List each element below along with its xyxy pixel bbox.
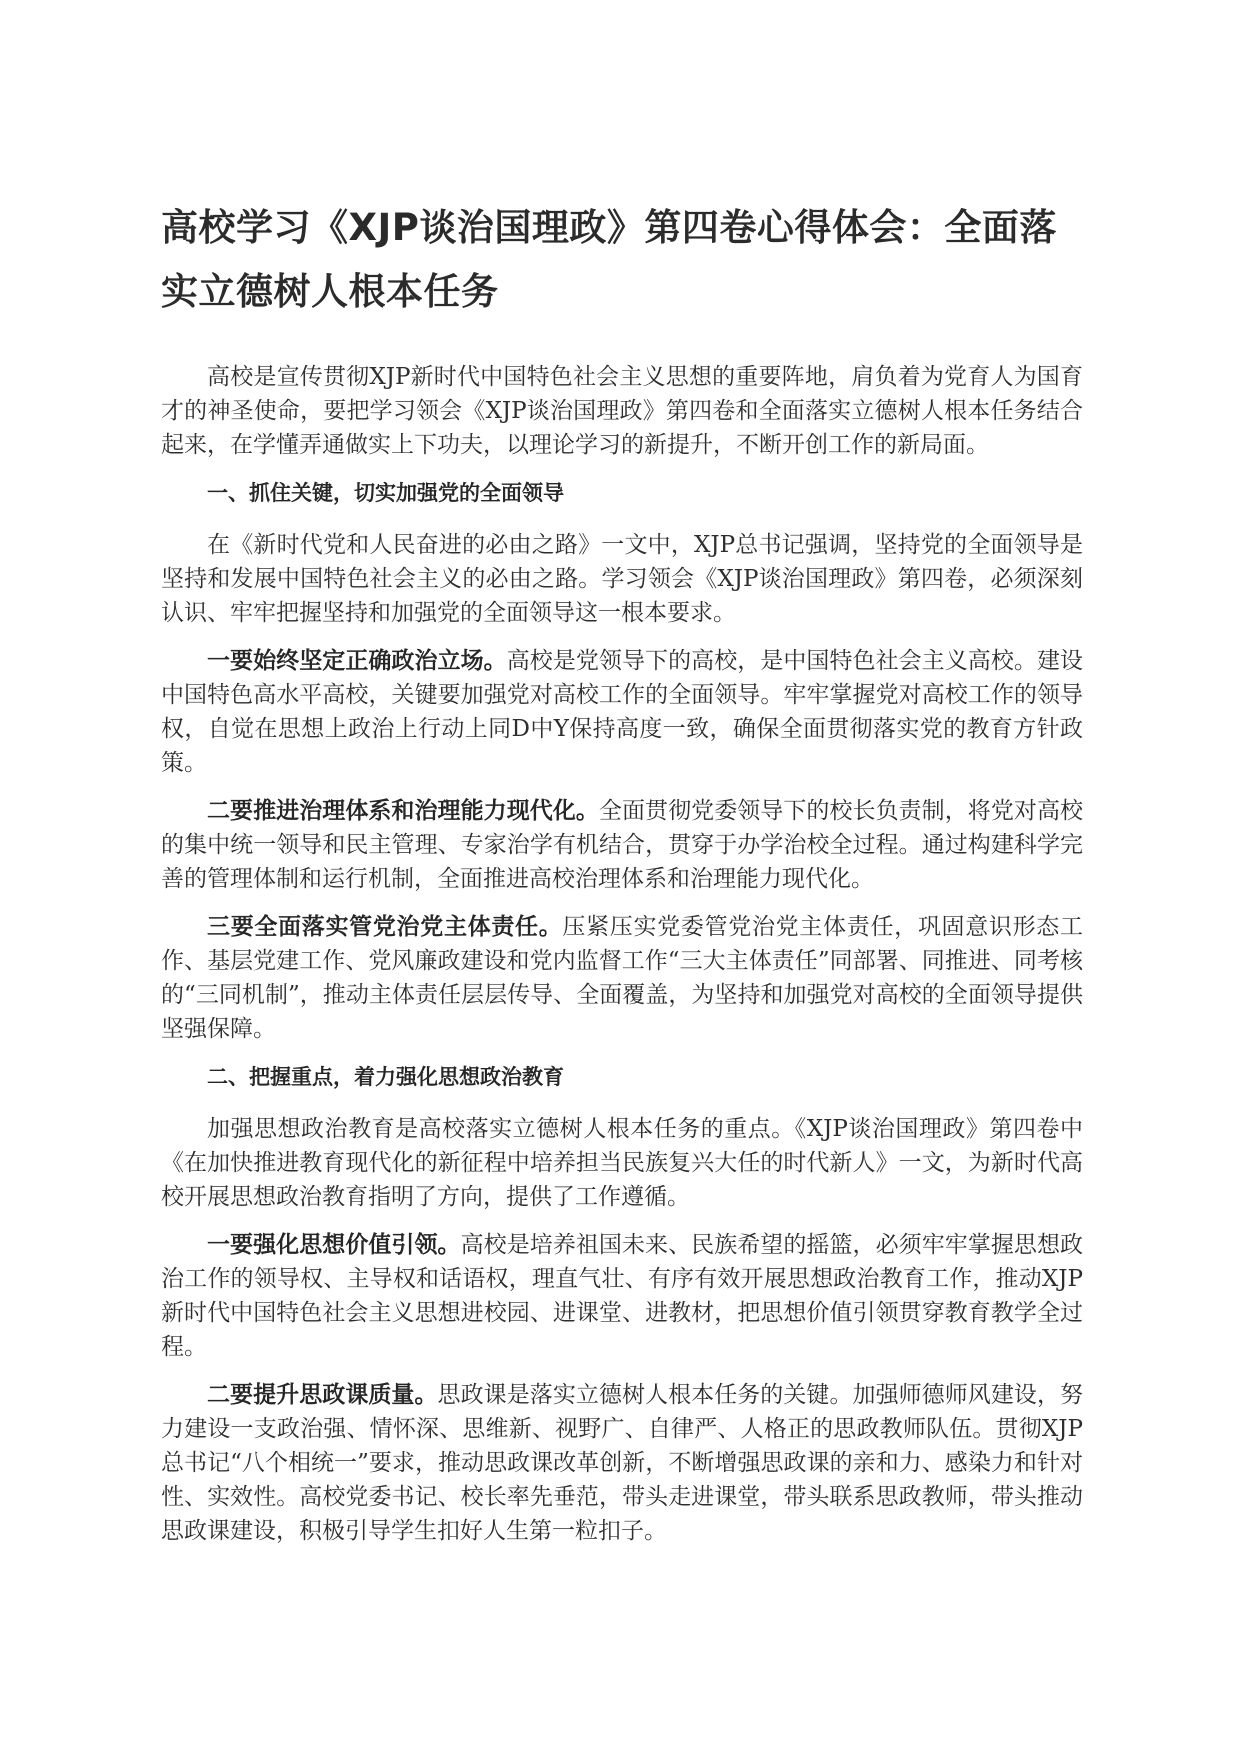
point-lead: 二要推进治理体系和治理能力现代化。 xyxy=(207,797,599,824)
section-heading-1: 一、抓住关键，切实加强党的全面领导 xyxy=(207,481,564,505)
point-text: 全面贯彻党委领导下的校长负责制，将党对高校的集中统一领导和民主管理、专家治学有机结合，贯穿于办学治校全过程。通过构建科学完善的管理体制和运行机制，全面推进高校治理体系和治理能力现代化。 xyxy=(161,798,1084,892)
section-1-point-3 xyxy=(161,910,1083,1046)
section-heading-2: 二、把握重点，着力强化思想政治教育 xyxy=(207,1065,564,1089)
point-text: 压紧压实党委管党治党主体责任，巩固意识形态工作、基层党建工作、党风廉政建设和党内监督工作“三大主体责任”同部署、同推进、同考核的“三同机制”，推动主体责任层层传导、全面覆盖，为坚持和加强党对高校的全面领导提供坚强保障。 xyxy=(161,914,1084,1042)
document-title: 高校学习《XJP谈治国理政》第四卷心得体会：全面落实立德树人根本任务 xyxy=(161,206,1057,313)
section-1-point-1 xyxy=(161,644,1083,780)
point-text: 高校是培养祖国未来、民族希望的摇篮，必须牢牢掌握思想政治工作的领导权、主导权和话语权，理直气壮、有序有效开展思想政治教育工作，推动XJP新时代中国特色社会主义思想进校园、进课堂、进教材，把思想价值引领贯穿教育教学全过程。 xyxy=(161,1232,1084,1360)
point-text: 思政课是落实立德树人根本任务的关键。加强师德师风建设，努力建设一支政治强、情怀深、思维新、视野广、自律严、人格正的思政教师队伍。贯彻XJP总书记“八个相统一”要求，推动思政课改革创新，不断增强思政课的亲和力、感染力和针对性、实效性。高校党委书记、校长率先垂范，带头走进课堂，带头联系思政教师，带头推动思政课建设，积极引导学生扣好人生第一粒扣子。 xyxy=(161,1382,1084,1544)
section-1-intro: 在《新时代党和人民奋进的必由之路》一文中，XJP总书记强调，坚持党的全面领导是坚持和发展中国特色社会主义的必由之路。学习领会《XJP谈治国理政》第四卷，必须深刻认识、牢牢把握坚持和加强党的全面领导这一根本要求。 xyxy=(161,532,1083,626)
section-2-point-2 xyxy=(161,1378,1083,1548)
point-lead: 一要强化思想价值引领。 xyxy=(207,1231,461,1258)
document-body xyxy=(161,196,1083,1562)
section-2-intro: 加强思想政治教育是高校落实立德树人根本任务的重点。《XJP谈治国理政》第四卷中《在加快推进教育现代化的新征程中培养担当民族复兴大任的时代新人》一文，为新时代高校开展思想政治教育指明了方向，提供了工作遵循。 xyxy=(161,1116,1083,1210)
section-1-point-2 xyxy=(161,794,1083,896)
point-lead: 三要全面落实管党治党主体责任。 xyxy=(207,913,563,940)
point-lead: 一要始终坚定正确政治立场。 xyxy=(207,647,507,674)
intro-paragraph: 高校是宣传贯彻XJP新时代中国特色社会主义思想的重要阵地，肩负着为党育人为国育才的神圣使命，要把学习领会《XJP谈治国理政》第四卷和全面落实立德树人根本任务结合起来，在学懂弄通做实上下功夫，以理论学习的新提升，不断开创工作的新局面。 xyxy=(161,364,1083,458)
point-text: 高校是党领导下的高校，是中国特色社会主义高校。建设中国特色高水平高校，关键要加强党对高校工作的全面领导。牢牢掌握党对高校工作的领导权，自觉在思想上政治上行动上同D中Y保持高度一致，确保全面贯彻落实党的教育方针政策。 xyxy=(161,648,1084,776)
point-lead: 二要提升思政课质量。 xyxy=(207,1381,438,1408)
section-2-point-1 xyxy=(161,1228,1083,1364)
